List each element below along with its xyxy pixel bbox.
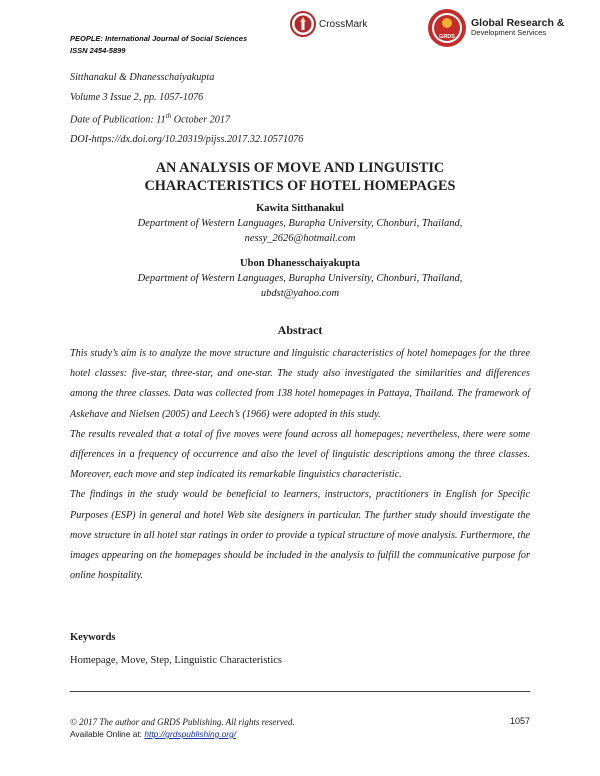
title-line-1: AN ANALYSIS OF MOVE AND LINGUISTIC [155,160,445,176]
abstract-paragraph: The results revealed that a total of five moves were found across all homepages; nevertheless, there were some differences in a frequency of occurrence and also the level of linguistic descriptions among the three classes. Moreover, each move and step indicated its remarkable linguistics characteristic. [70,428,530,481]
keywords-text: Homepage, Move, Step, Linguistic Characteristics [70,655,282,666]
available-online: Available Online at: http://grdspublishing.org/ [70,729,237,739]
grds-logo [427,8,564,48]
author-affiliation: Department of Western Languages, Burapha University, Chonburi, Thailand, [137,218,463,229]
journal-header [70,33,247,57]
abstract-paragraph: This study’s aim is to analyze the move structure and linguistic characteristics of hotel homepages for the three hotel classes: five-star, three-star, and one-star. The study also investigated the similarities and differences among the three classes. Data was collected from 138 hotel homepages in Pattaya, Thailand. The framework of Askehave and Nielsen (2005) and Leech’s (1966) were adopted in this study. [70,348,530,420]
grds-subtitle: Development Services [471,28,547,37]
publication-date: Date of Publication: 11th October 2017 [70,112,231,126]
crossmark-label: CrossMark [319,18,368,30]
author-email[interactable]: nessy_2626@hotmail.com [244,233,356,244]
doi-link[interactable]: DOI-https://dx.doi.org/10.20319/pijss.2017.32.10571076 [70,133,304,145]
crossmark-icon [290,11,316,37]
author-name: Kawita Sitthanakul [256,203,344,214]
page-number: 1057 [509,716,530,726]
author-name: Ubon Dhanesschaiyakupta [240,258,360,269]
crossmark-badge[interactable] [290,11,367,37]
volume-info: Volume 3 Issue 2, pp. 1057-1076 [70,91,204,103]
abstract-heading: Abstract [277,323,323,337]
publisher-link[interactable]: http://grdspublishing.org/ [144,729,237,739]
keywords-heading: Keywords [70,632,116,643]
authors-short: Sitthanakul & Dhanesschaiyakupta [70,72,215,83]
grds-title: Global Research & [471,17,565,29]
journal-name: PEOPLE: International Journal of Social Sciences [70,34,248,43]
author-email[interactable]: ubdst@yahoo.com [260,288,340,299]
journal-issn: ISSN 2454-5899 [70,46,126,55]
footer-divider [70,691,530,692]
abstract-paragraph: The findings in the study would be beneficial to learners, instructors, practitioners in English for Specific Purposes (ESP) in general and hotel Web site designers in particular. The further study should investigate the move structure in all hotel star ratings in order to provide a typical structure of move analysis. Furthermore, the images appearing on the homepages should be included in the analysis to fulfill the communicative purpose for online hospitality. [70,489,530,582]
page-footer [70,716,295,740]
author-1 [0,202,600,246]
grds-seal-text: GRDS [439,34,455,40]
paper-title [0,159,600,195]
author-affiliation: Department of Western Languages, Burapha University, Chonburi, Thailand, [137,273,463,284]
copyright-notice: © 2017 The author and GRDS Publishing. All rights reserved. [70,717,295,727]
title-line-2: CHARACTERISTICS OF HOTEL HOMEPAGES [144,178,456,194]
author-2 [0,257,600,301]
article-meta [70,68,303,149]
grds-seal-icon [427,8,467,48]
abstract-body [70,344,530,586]
